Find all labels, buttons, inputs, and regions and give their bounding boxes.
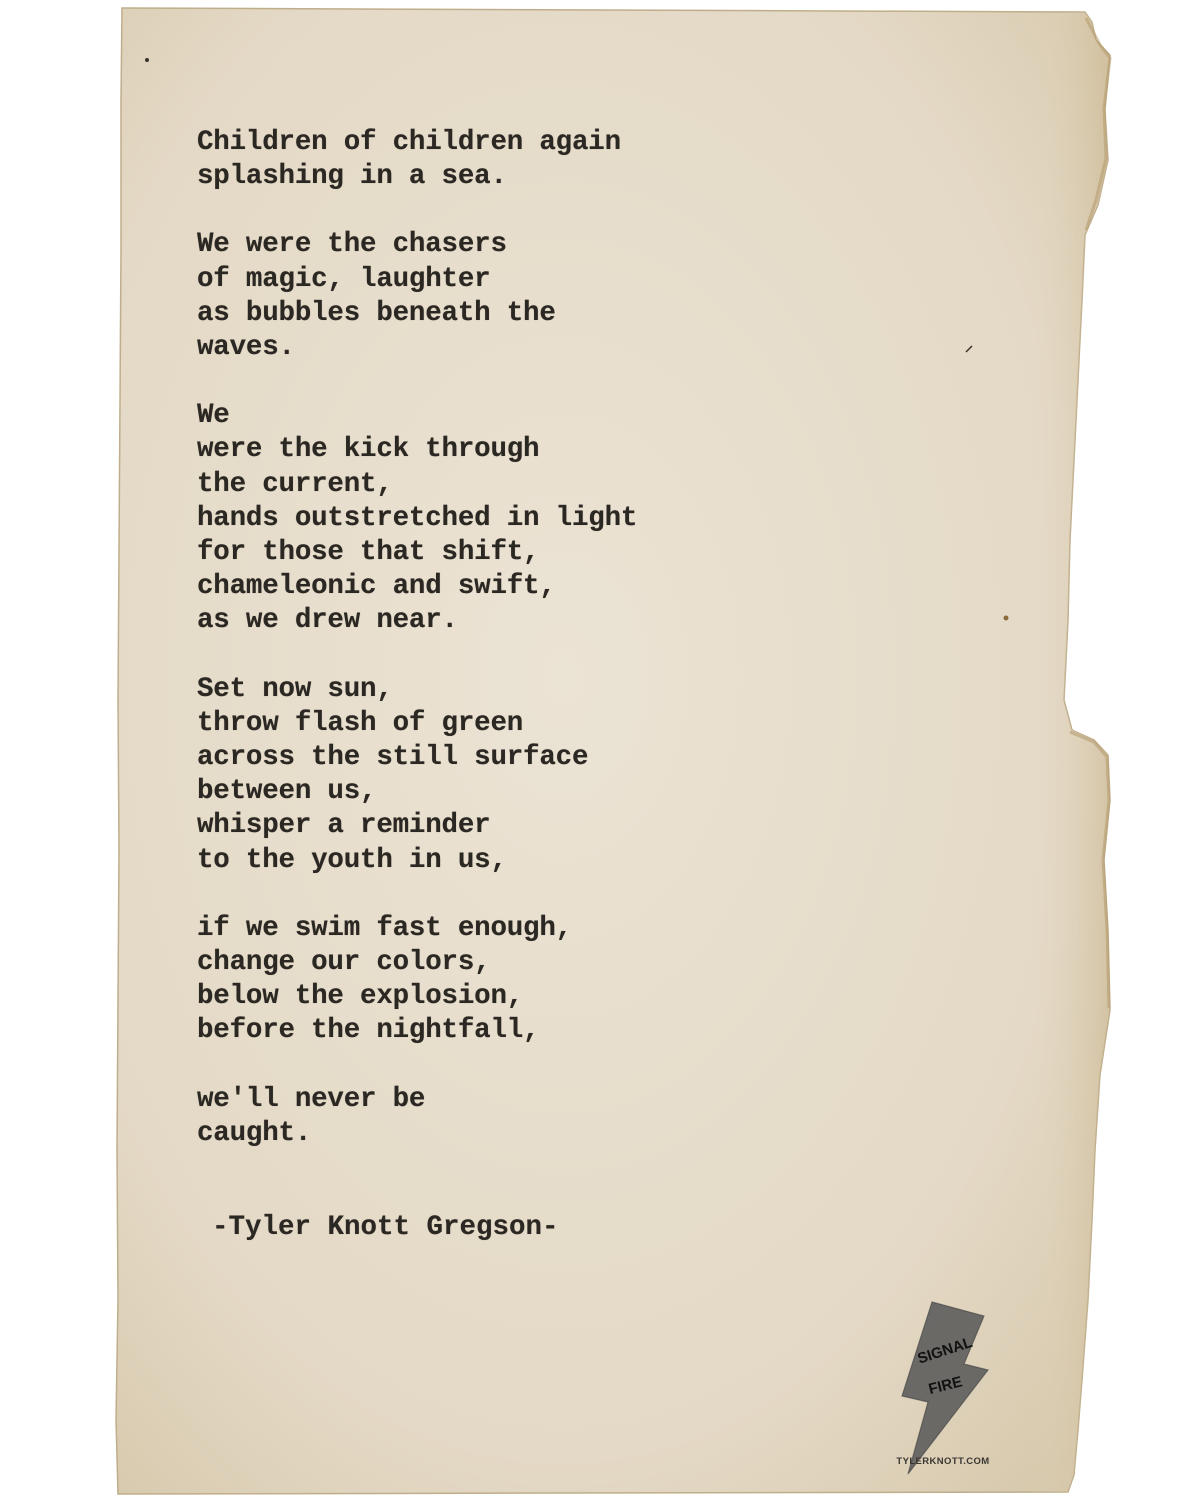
stanza-6 (197, 1083, 897, 1151)
poem-line: splashing in a sea. (197, 161, 507, 193)
poem-line: We (197, 400, 230, 432)
lightning-bolt-icon (880, 1298, 1010, 1478)
poem-line: hands outstretched in light (197, 502, 638, 534)
poem-line: as we drew near. (197, 605, 458, 637)
poem-line: between us, (197, 776, 377, 808)
author-signature: -Tyler Knott Gregson- (212, 1212, 559, 1243)
poem-line: for those that shift, (197, 537, 540, 569)
poem-line: change our colors, (197, 947, 491, 979)
stanza-4 (197, 673, 897, 878)
stanza-2 (197, 228, 897, 365)
logo-word-signal: SIGNAL (915, 1333, 975, 1368)
poem-line: the current, (197, 468, 393, 500)
poem-line: across the still surface (197, 742, 589, 774)
poem-line: of magic, laughter (197, 263, 491, 295)
poem-line: below the explosion, (197, 981, 524, 1013)
poem-line: waves. (197, 332, 295, 364)
poem-line: before the nightfall, (197, 1015, 540, 1047)
poem-body (197, 126, 897, 1185)
poem-line: as bubbles beneath the (197, 297, 556, 329)
poem-line: caught. (197, 1117, 312, 1149)
poem-line: Set now sun, (197, 673, 393, 705)
poem-line: to the youth in us, (197, 844, 507, 876)
stanza-1 (197, 126, 897, 194)
logo-word-fire: FIRE (926, 1373, 965, 1399)
website-label: TYLERKNOTT.COM (896, 1456, 990, 1467)
poem-line: we'll never be (197, 1083, 426, 1115)
poem-line: throw flash of green (197, 707, 524, 739)
poem-line: Children of children again (197, 127, 621, 158)
poem-line: chameleonic and swift, (197, 571, 556, 603)
poem-line: whisper a reminder (197, 810, 491, 842)
stanza-3 (197, 399, 897, 638)
poem-line: if we swim fast enough, (197, 912, 572, 944)
stanza-5 (197, 912, 897, 1049)
poem-line: We were the chasers (197, 229, 507, 261)
poem-line: were the kick through (197, 434, 540, 466)
